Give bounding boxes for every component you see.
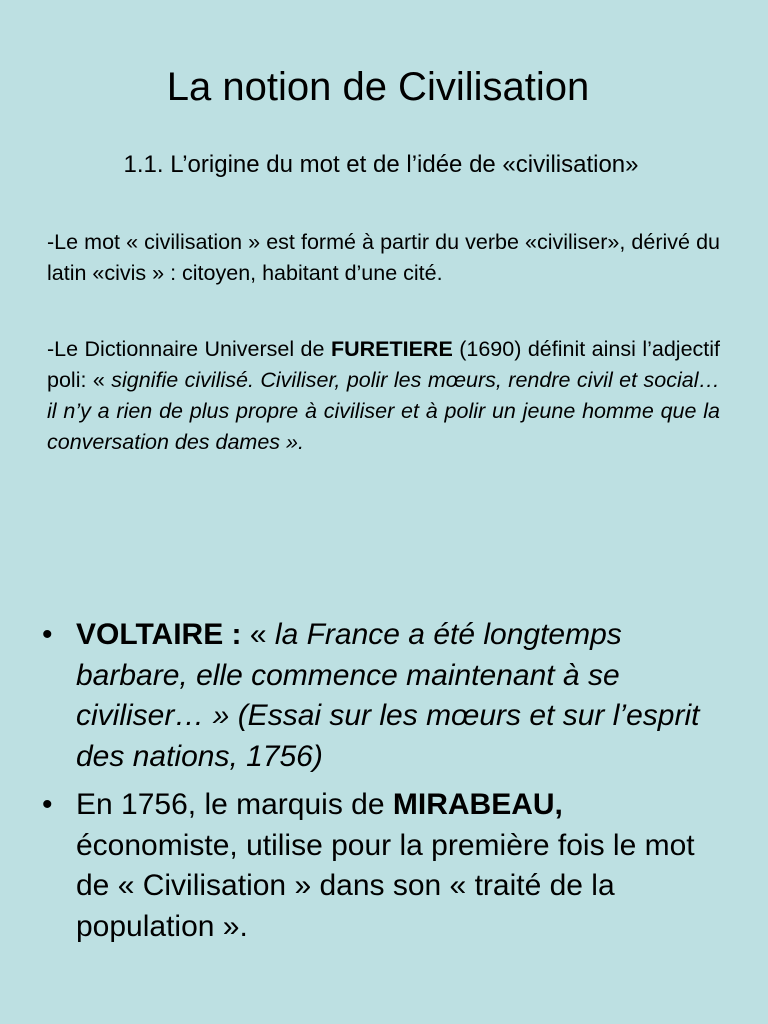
bullet-point-icon: • xyxy=(42,618,53,651)
bullet-point-icon: • xyxy=(42,788,53,821)
furetiere-prefix: -Le Dictionnaire Universel de xyxy=(47,337,331,361)
voltaire-open-quote: « xyxy=(241,618,275,651)
slide-title: La notion de Civilisation xyxy=(166,65,590,109)
paragraph-furetiere xyxy=(47,334,720,458)
bullet-voltaire xyxy=(42,615,732,777)
voltaire-author: VOLTAIRE : xyxy=(76,618,242,651)
furetiere-middle: (1690) définit ainsi l’adjectif poli: « xyxy=(47,337,720,392)
paragraph-etymology: -Le mot « civilisation » est formé à partir du verbe «civiliser», dérivé du latin «civis » : citoyen, habitant d’une cité. xyxy=(47,230,720,285)
furetiere-quote: signifie civilisé. Civiliser, polir les mœurs, rendre civil et social… il n’y a rien de plus propre à civiliser et à polir un jeune homme que la conversation des dames ». xyxy=(47,368,720,454)
furetiere-author: FURETIERE xyxy=(330,337,453,361)
mirabeau-author: MIRABEAU, xyxy=(392,788,563,821)
bullet-mirabeau xyxy=(42,785,732,947)
voltaire-quote: la France a été longtemps barbare, elle commence maintenant à se civiliser… » (Essai sur les mœurs et sur l’esprit des nations, 1756) xyxy=(76,618,700,773)
mirabeau-prefix: En 1756, le marquis de xyxy=(76,788,393,821)
section-subtitle: 1.1. L’origine du mot et de l’idée de «civilisation» xyxy=(123,151,639,178)
mirabeau-rest: économiste, utilise pour la première fois le mot de « Civilisation » dans son « traité de la population ». xyxy=(76,828,695,943)
bullet-list xyxy=(42,615,732,955)
